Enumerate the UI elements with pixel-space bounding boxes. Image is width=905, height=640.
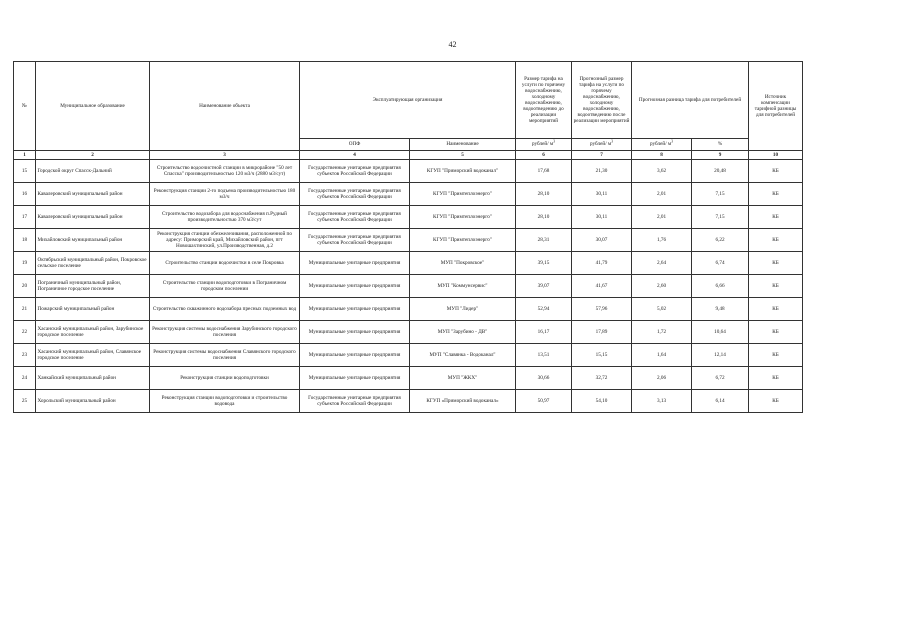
cell-opf: Муниципальные унитарные предприятия: [300, 298, 410, 321]
cell-tariff-after: 17,89: [572, 321, 632, 344]
cell-object: Реконструкция системы водоснабжения Зарубинского городского поселения: [150, 321, 300, 344]
table-row: [14, 367, 803, 390]
col-number: 6: [516, 151, 572, 160]
cell-opf: Муниципальные унитарные предприятия: [300, 252, 410, 275]
cell-number: 20: [14, 275, 36, 298]
unit-superscript: 3: [553, 139, 556, 144]
table-row: [14, 275, 803, 298]
cell-organization: МУП "Лидер": [410, 298, 516, 321]
cell-difference-pct: 6,22: [692, 229, 749, 252]
cell-object: Реконструкция станции обезжелезивания, расположенной по адресу: Приморский край, Михайловский район, пгт Новошахтинский, ул.Производственная, д.2: [150, 229, 300, 252]
cell-difference-rub: 5,02: [632, 298, 692, 321]
cell-tariff-before: 16,17: [516, 321, 572, 344]
cell-object: Реконструкция станции водоподготовки: [150, 367, 300, 390]
cell-municipality: Хасанский муниципальный район, Славянское городское поселение: [36, 344, 150, 367]
cell-number: 21: [14, 298, 36, 321]
cell-number: 22: [14, 321, 36, 344]
header-opf: ОПФ: [300, 139, 410, 151]
col-number: 9: [692, 151, 749, 160]
col-number: 8: [632, 151, 692, 160]
cell-difference-pct: 12,14: [692, 344, 749, 367]
cell-source: КБ: [749, 229, 803, 252]
cell-tariff-after: 41,67: [572, 275, 632, 298]
cell-tariff-before: 50,97: [516, 390, 572, 413]
cell-source: КБ: [749, 298, 803, 321]
cell-tariff-before: 28,10: [516, 206, 572, 229]
cell-difference-rub: 2,01: [632, 206, 692, 229]
cell-object: Строительство скважинного водозабора пресных подземных вод: [150, 298, 300, 321]
cell-tariff-before: 17,68: [516, 160, 572, 183]
cell-opf: Государственные унитарные предприятия субъектов Российской Федерации: [300, 206, 410, 229]
col-number: 2: [36, 151, 150, 160]
header-tariff-after: Прогнозный размер тарифа на услуги по горячему водоснабжению, холодному водоснабжению, водоотведению после реализации мероприятий: [572, 62, 632, 139]
table-row: [14, 390, 803, 413]
cell-municipality: Пожарский муниципальный район: [36, 298, 150, 321]
cell-organization: МУП "ЖКХ": [410, 367, 516, 390]
unit-text: рублей/ м: [531, 141, 554, 148]
cell-source: КБ: [749, 321, 803, 344]
cell-tariff-after: 30,11: [572, 183, 632, 206]
col-number: 4: [300, 151, 410, 160]
table-row: [14, 252, 803, 275]
cell-opf: Муниципальные унитарные предприятия: [300, 321, 410, 344]
header-unit-after: [572, 139, 632, 151]
table-row: [14, 229, 803, 252]
cell-object: Строительство станции водоподготовки в Пограничном городском поселении: [150, 275, 300, 298]
cell-difference-pct: 6,66: [692, 275, 749, 298]
cell-tariff-after: 30,07: [572, 229, 632, 252]
cell-difference-rub: 1,64: [632, 344, 692, 367]
unit-text: рублей/ м: [589, 141, 612, 148]
cell-difference-pct: 10,64: [692, 321, 749, 344]
cell-object: Реконструкция станции водоподготовки и строительство водовода: [150, 390, 300, 413]
cell-source: КБ: [749, 367, 803, 390]
page-number: 42: [448, 40, 457, 49]
table-row: [14, 344, 803, 367]
cell-municipality: Пограничный муниципальный район, Пограничное городское поселение: [36, 275, 150, 298]
cell-organization: КГУП «Приморский водоканал»: [410, 390, 516, 413]
cell-object: Строительство водозабора для водоснабжения п.Рудный производительностью 370 м3/сут: [150, 206, 300, 229]
header-tariff-before: Размер тарифа на услуги по горячему водоснабжению, холодному водоснабжению, водоотведению до реализации мероприятий: [516, 62, 572, 139]
cell-number: 23: [14, 344, 36, 367]
cell-object: Реконструкция системы водоснабжения Славянского городского поселения: [150, 344, 300, 367]
cell-tariff-before: 28,31: [516, 229, 572, 252]
header-difference: Прогнозная разница тарифа для потребителей: [632, 62, 749, 139]
cell-opf: Муниципальные унитарные предприятия: [300, 344, 410, 367]
cell-object: Строительство водоочистной станции в микрорайоне "50 лет Спасска" производительностью 120 м3/ч (2880 м3/сут): [150, 160, 300, 183]
col-number: 1: [14, 151, 36, 160]
cell-tariff-before: 28,10: [516, 183, 572, 206]
cell-source: КБ: [749, 390, 803, 413]
cell-difference-pct: 6,72: [692, 367, 749, 390]
cell-difference-rub: 2,01: [632, 183, 692, 206]
cell-municipality: Хасанский муниципальный район, Зарубинское городское поселение: [36, 321, 150, 344]
header-name: Наименование: [410, 139, 516, 151]
cell-tariff-before: 39,07: [516, 275, 572, 298]
cell-tariff-before: 30,66: [516, 367, 572, 390]
unit-text: рублей/ м: [649, 141, 672, 148]
cell-source: КБ: [749, 252, 803, 275]
cell-difference-rub: 2,06: [632, 367, 692, 390]
cell-difference-rub: 3,13: [632, 390, 692, 413]
cell-tariff-after: 57,96: [572, 298, 632, 321]
cell-municipality: Кавалеровский муниципальный район: [36, 206, 150, 229]
cell-municipality: Михайловский муниципальный район: [36, 229, 150, 252]
col-number: 3: [150, 151, 300, 160]
col-number: 7: [572, 151, 632, 160]
cell-difference-pct: 7,15: [692, 183, 749, 206]
cell-organization: МУП "Славянка - Водоканал": [410, 344, 516, 367]
cell-organization: КГУП "Примтеплоэнерго": [410, 183, 516, 206]
cell-difference-pct: 20,48: [692, 160, 749, 183]
cell-number: 15: [14, 160, 36, 183]
cell-tariff-after: 54,10: [572, 390, 632, 413]
cell-municipality: Октябрьский муниципальный район, Покровское сельское поселение: [36, 252, 150, 275]
cell-source: КБ: [749, 206, 803, 229]
table-row: [14, 160, 803, 183]
cell-municipality: Городской округ Спасск-Дальний: [36, 160, 150, 183]
cell-number: 25: [14, 390, 36, 413]
unit-superscript: 3: [671, 139, 674, 144]
cell-tariff-before: 13,51: [516, 344, 572, 367]
cell-organization: МУП "Зарубино - ДВ": [410, 321, 516, 344]
cell-organization: МУП "Покровское": [410, 252, 516, 275]
unit-superscript: 3: [611, 139, 614, 144]
investment-program-table: [13, 61, 803, 413]
cell-organization: КГУП "Примтеплоэнерго": [410, 206, 516, 229]
cell-source: КБ: [749, 344, 803, 367]
header-unit-difference: [632, 139, 692, 151]
cell-difference-pct: 6,74: [692, 252, 749, 275]
cell-municipality: Хорольский муниципальный район: [36, 390, 150, 413]
table-row: [14, 298, 803, 321]
cell-tariff-before: 39,15: [516, 252, 572, 275]
cell-number: 24: [14, 367, 36, 390]
header-municipality: Муниципальное образование: [36, 62, 150, 151]
cell-number: 19: [14, 252, 36, 275]
cell-difference-rub: 1,72: [632, 321, 692, 344]
cell-municipality: Ханкайский муниципальный район: [36, 367, 150, 390]
cell-tariff-after: 41,79: [572, 252, 632, 275]
cell-difference-rub: 2,60: [632, 275, 692, 298]
cell-source: КБ: [749, 183, 803, 206]
cell-number: 18: [14, 229, 36, 252]
header-unit-percent: %: [692, 139, 749, 151]
table-row: [14, 321, 803, 344]
header-object: Наименование объекта: [150, 62, 300, 151]
cell-difference-rub: 3,62: [632, 160, 692, 183]
cell-opf: Государственные унитарные предприятия субъектов Российской Федерации: [300, 160, 410, 183]
header-operator: Эксплуатирующая организация: [300, 62, 516, 139]
col-number: 10: [749, 151, 803, 160]
cell-tariff-after: 32,72: [572, 367, 632, 390]
cell-opf: Государственные унитарные предприятия субъектов Российской Федерации: [300, 229, 410, 252]
cell-source: КБ: [749, 160, 803, 183]
cell-difference-pct: 7,15: [692, 206, 749, 229]
table-row: [14, 183, 803, 206]
cell-difference-pct: 9,48: [692, 298, 749, 321]
cell-difference-rub: 2,64: [632, 252, 692, 275]
cell-difference-rub: 1,76: [632, 229, 692, 252]
cell-opf: Муниципальные унитарные предприятия: [300, 367, 410, 390]
cell-opf: Муниципальные унитарные предприятия: [300, 275, 410, 298]
cell-organization: МУП "Коммунсервис": [410, 275, 516, 298]
col-number: 5: [410, 151, 516, 160]
cell-tariff-before: 52,94: [516, 298, 572, 321]
cell-object: Реконструкция станции 2-го подъема производительностью 180 м3/ч: [150, 183, 300, 206]
cell-organization: КГУП "Примтеплоэнерго": [410, 229, 516, 252]
cell-number: 17: [14, 206, 36, 229]
cell-tariff-after: 30,11: [572, 206, 632, 229]
header-unit-before: [516, 139, 572, 151]
cell-opf: Государственные унитарные предприятия субъектов Российской Федерации: [300, 183, 410, 206]
cell-tariff-after: 15,15: [572, 344, 632, 367]
header-no: №: [14, 62, 36, 151]
cell-municipality: Кавалеровский муниципальный район: [36, 183, 150, 206]
cell-opf: Государственные унитарные предприятия субъектов Российской Федерации: [300, 390, 410, 413]
cell-object: Строительство станции водоочистки в селе Покровка: [150, 252, 300, 275]
cell-source: КБ: [749, 275, 803, 298]
table-row: [14, 206, 803, 229]
cell-organization: КГУП "Приморский водоканал": [410, 160, 516, 183]
cell-difference-pct: 6,14: [692, 390, 749, 413]
cell-tariff-after: 21,30: [572, 160, 632, 183]
cell-number: 16: [14, 183, 36, 206]
header-source: Источник компенсации тарифной разницы для потребителей: [749, 62, 803, 151]
